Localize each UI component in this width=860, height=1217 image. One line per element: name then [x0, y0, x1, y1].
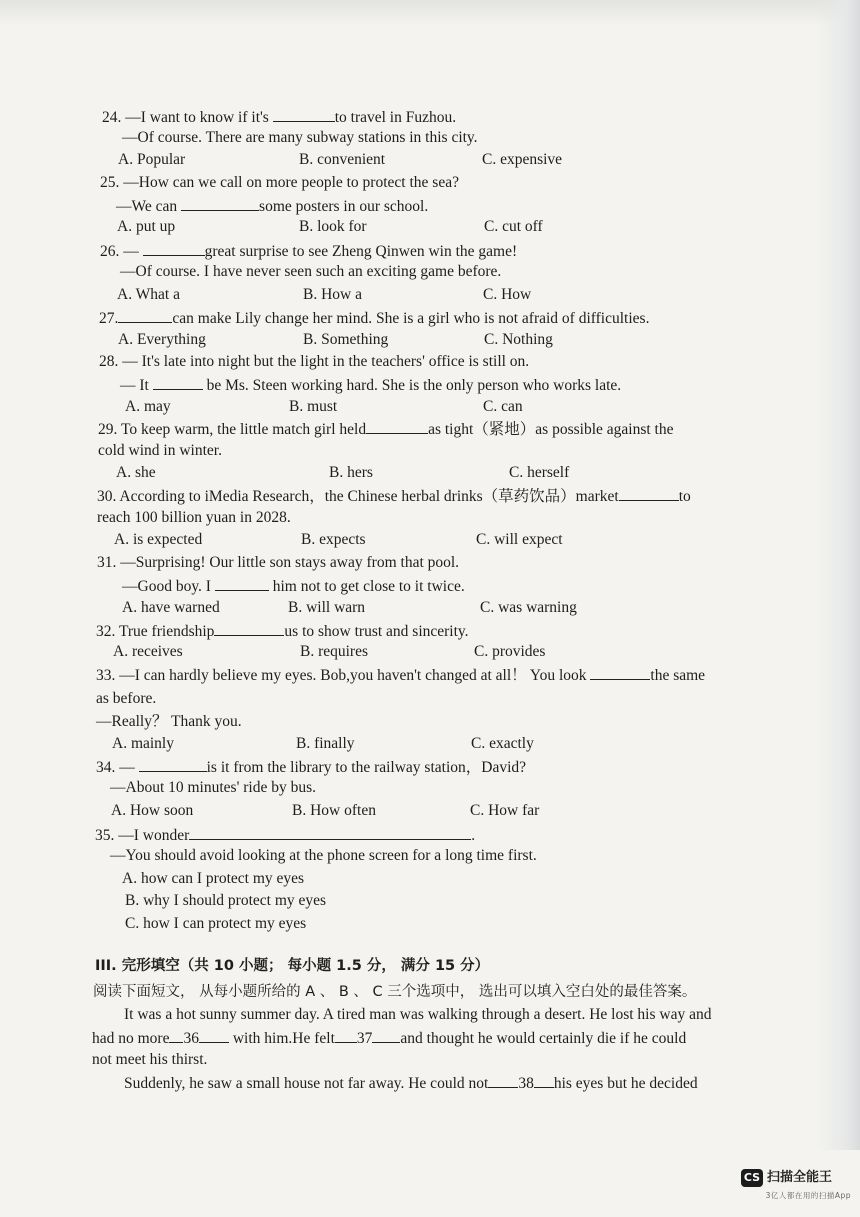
- q32-option-a: A. receives: [113, 643, 183, 660]
- q33-option-c: C. exactly: [471, 735, 534, 752]
- q29-option-b: B. hers: [329, 464, 373, 481]
- q31-stem: 31. —Surprising! Our little son stays away from that pool.: [97, 554, 460, 571]
- passage-line-1: It was a hot sunny summer day. A tired man was walking through a desert. He lost his way and: [124, 1006, 712, 1023]
- q35-option-b: B. why I should protect my eyes: [125, 892, 327, 909]
- answer-blank: [199, 1028, 229, 1043]
- q32-options: [113, 643, 713, 661]
- q27-option-c: C. Nothing: [484, 331, 553, 348]
- q34-reply: —About 10 minutes' ride by bus.: [110, 779, 317, 796]
- q31-reply: —Good boy. I him not to get close to it twice.: [122, 578, 465, 595]
- q28-stem: 28. — It's late into night but the light in the teachers' office is still on.: [99, 353, 530, 370]
- q34-option-c: C. How far: [470, 802, 540, 819]
- q35-stem: 35. —I wonder .: [95, 827, 476, 844]
- answer-blank: [590, 665, 650, 680]
- q26-option-b: B. How a: [303, 286, 362, 303]
- q32-stem: 32. True friendship us to show trust and sincerity.: [96, 623, 469, 640]
- answer-blank: [335, 1028, 357, 1043]
- q25-option-b: B. look for: [299, 218, 367, 235]
- q25-stem: 25. —How can we call on more people to protect the sea?: [100, 174, 459, 191]
- q30-options: [114, 531, 714, 549]
- q34-stem: 34. — is it from the library to the railway station，David?: [96, 759, 527, 776]
- scan-top-shadow: [0, 0, 860, 26]
- q25-reply: —We can some posters in our school.: [116, 198, 429, 215]
- q31-option-a: A. have warned: [122, 599, 220, 616]
- q30-option-c: C. will expect: [476, 531, 563, 548]
- q24-stem: 24. —I want to know if it's to travel in Fuzhou.: [102, 109, 457, 126]
- passage-line-4: Suddenly, he saw a small house not far away. He could not 38 his eyes but he decided: [124, 1075, 698, 1092]
- q33-option-a: A. mainly: [112, 735, 174, 752]
- q33-stem-cont: as before.: [96, 690, 157, 707]
- q29-option-c: C. herself: [509, 464, 570, 481]
- passage-line-3: not meet his thirst.: [92, 1051, 208, 1068]
- q26-options: [117, 286, 717, 304]
- blank-number-36: 36: [183, 1030, 199, 1047]
- answer-blank: [534, 1073, 554, 1088]
- answer-blank: [118, 308, 172, 323]
- q24-option-a: A. Popular: [118, 151, 186, 168]
- q28-option-c: C. can: [483, 398, 523, 415]
- q29-stem: 29. To keep warm, the little match girl held as tight（紧地）as possible against the: [98, 421, 674, 438]
- answer-blank: [366, 419, 428, 434]
- q35-option-a: A. how can I protect my eyes: [122, 870, 305, 887]
- q30-stem-cont: reach 100 billion yuan in 2028.: [97, 509, 291, 526]
- q29-option-a: A. she: [116, 464, 156, 481]
- q29-options: [116, 464, 716, 482]
- q27-options: [118, 331, 718, 349]
- camscanner-name: 扫描全能王: [767, 1170, 833, 1185]
- camscanner-tagline: 3亿人都在用的扫描App: [765, 1191, 851, 1200]
- section-instruction: 阅读下面短文， 从每小题所给的 A 、 B 、 C 三个选项中， 选出可以填入空白处的最佳答案。: [93, 984, 697, 1000]
- answer-blank: [153, 375, 203, 390]
- q26-reply: —Of course. I have never seen such an exciting game before.: [120, 263, 502, 280]
- passage-line-2: had no more 36 with him.He felt 37 and thought he would certainly die if he could: [92, 1030, 687, 1047]
- q33-reply: —Really？ Thank you.: [96, 713, 242, 730]
- q24-options: [118, 151, 718, 169]
- q24-option-c: C. expensive: [482, 151, 563, 168]
- blank-number-38: 38: [518, 1075, 534, 1092]
- q24-option-b: B. convenient: [299, 151, 386, 168]
- blank-number-37: 37: [356, 1030, 373, 1047]
- q25-options: [117, 218, 717, 236]
- camscanner-watermark: [741, 1168, 851, 1208]
- q24-reply: —Of course. There are many subway stations in this city.: [122, 129, 478, 146]
- answer-blank: [181, 196, 259, 211]
- q28-options: [125, 398, 725, 416]
- q28-option-a: A. may: [125, 398, 171, 415]
- answer-blank: [215, 576, 269, 591]
- q28-reply: — It be Ms. Steen working hard. She is the only person who works late.: [120, 377, 622, 394]
- answer-blank: [143, 241, 205, 256]
- camscanner-logo-icon: CS: [741, 1169, 763, 1187]
- q25-option-c: C. cut off: [484, 218, 543, 235]
- q35-option-c: C. how I can protect my eyes: [125, 915, 307, 932]
- q35-reply: —You should avoid looking at the phone screen for a long time first.: [110, 847, 537, 864]
- q33-options: [112, 735, 712, 753]
- q26-option-c: C. How: [483, 286, 532, 303]
- answer-blank: [619, 486, 679, 501]
- q32-option-c: C. provides: [474, 643, 546, 660]
- q26-option-a: A. What a: [117, 286, 180, 303]
- answer-blank: [139, 757, 207, 772]
- q27-option-a: A. Everything: [118, 331, 206, 348]
- q33-stem: 33. —I can hardly believe my eyes. Bob,you haven't changed at all！ You look the same: [96, 667, 706, 684]
- scan-right-edge: [816, 0, 860, 1150]
- q34-option-a: A. How soon: [111, 802, 194, 819]
- answer-blank: [189, 825, 471, 840]
- q27-stem: 27. can make Lily change her mind. She is a girl who is not afraid of difficulties.: [99, 310, 650, 327]
- q30-option-a: A. is expected: [114, 531, 203, 548]
- answer-blank: [214, 621, 284, 636]
- q25-option-a: A. put up: [117, 218, 176, 235]
- answer-blank: [488, 1073, 518, 1088]
- answer-blank: [372, 1028, 400, 1043]
- q30-option-b: B. expects: [301, 531, 366, 548]
- q30-stem: 30. According to iMedia Research，the Chinese herbal drinks（草药饮品）market to: [97, 488, 691, 505]
- q34-options: [111, 802, 711, 820]
- q31-options: [122, 599, 722, 617]
- q31-option-c: C. was warning: [480, 599, 577, 616]
- answer-blank: [169, 1028, 183, 1043]
- q31-option-b: B. will warn: [288, 599, 366, 616]
- q27-option-b: B. Something: [303, 331, 389, 348]
- q32-option-b: B. requires: [300, 643, 369, 660]
- q34-option-b: B. How often: [292, 802, 376, 819]
- q28-option-b: B. must: [289, 398, 338, 415]
- section-heading: III. 完形填空（共 10 小题； 每小题 1.5 分， 满分 15 分）: [95, 958, 490, 974]
- q33-option-b: B. finally: [296, 735, 355, 752]
- q26-stem: 26. — great surprise to see Zheng Qinwen win the game!: [100, 243, 518, 260]
- q29-stem-cont: cold wind in winter.: [98, 442, 222, 459]
- answer-blank: [273, 107, 335, 122]
